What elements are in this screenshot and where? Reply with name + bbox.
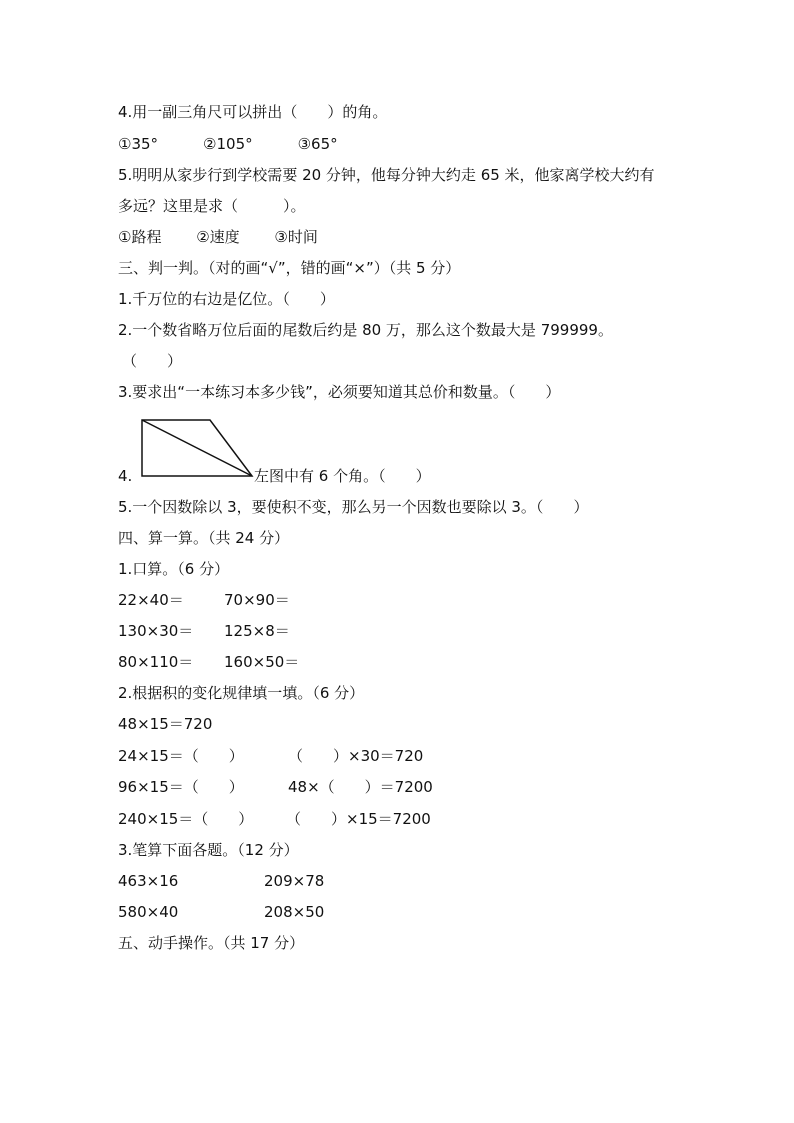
oral-calc-5: 80×110＝ xyxy=(118,653,194,671)
trapezoid-diagonal xyxy=(142,420,252,476)
oral-calc-3: 130×30＝ xyxy=(118,622,194,640)
written-calc-1: 463×16 xyxy=(118,872,179,890)
product-rule-4: 48×（ ）＝7200 xyxy=(288,778,433,796)
product-rule-given: 48×15＝720 xyxy=(118,715,213,733)
written-calc-3: 580×40 xyxy=(118,903,179,921)
section-3-title: 三、判一判。（对的画“√”，错的画“×”）（共 5 分） xyxy=(118,259,461,277)
oral-calc-4: 125×8＝ xyxy=(224,622,290,640)
oral-calc-title: 1.口算。（6 分） xyxy=(118,560,230,578)
section-5-title: 五、动手操作。（共 17 分） xyxy=(118,934,305,952)
judge-item-2: 2.一个数省略万位后面的尾数后约是 80 万，那么这个数最大是 799999。 xyxy=(118,321,613,339)
judge-item-4-number: 4. xyxy=(118,467,133,485)
product-rule-1: 24×15＝（ ） xyxy=(118,747,244,765)
judge-item-5: 5.一个因数除以 3，要使积不变，那么另一个因数也要除以 3。（ ） xyxy=(118,498,589,516)
written-calc-4: 208×50 xyxy=(264,903,325,921)
oral-calc-2: 70×90＝ xyxy=(224,591,290,609)
oral-calc-6: 160×50＝ xyxy=(224,653,300,671)
product-rule-5: 240×15＝（ ） xyxy=(118,810,254,828)
written-calc-2: 209×78 xyxy=(264,872,325,890)
judge-item-1: 1.千万位的右边是亿位。（ ） xyxy=(118,290,335,308)
section-4-title: 四、算一算。（共 24 分） xyxy=(118,529,290,547)
question-5-stem-line-1: 5.明明从家步行到学校需要 20 分钟，他每分钟大约走 65 米，他家离学校大约有 xyxy=(118,166,655,184)
oral-calc-1: 22×40＝ xyxy=(118,591,184,609)
judge-item-4-text: 左图中有 6 个角。（ ） xyxy=(254,467,431,485)
product-rule-6: （ ）×15＝7200 xyxy=(286,810,431,828)
question-4-stem: 4.用一副三角尺可以拼出（ ）的角。 xyxy=(118,103,388,121)
product-rule-3: 96×15＝（ ） xyxy=(118,778,244,796)
written-calc-title: 3.笔算下面各题。（12 分） xyxy=(118,841,299,859)
product-rule-2: （ ）×30＝720 xyxy=(288,747,424,765)
judge-item-3: 3.要求出“一本练习本多少钱”，必须要知道其总价和数量。（ ） xyxy=(118,383,561,401)
question-4-options: ①35° ②105° ③65° xyxy=(118,135,338,153)
judge-item-2-blank: （ ） xyxy=(122,352,183,370)
product-rule-title: 2.根据积的变化规律填一填。（6 分） xyxy=(118,684,365,702)
question-5-stem-line-2: 多远？这里是求（ ）。 xyxy=(118,197,306,215)
trapezoid-figure xyxy=(138,416,258,478)
question-5-options: ①路程 ②速度 ③时间 xyxy=(118,228,318,246)
